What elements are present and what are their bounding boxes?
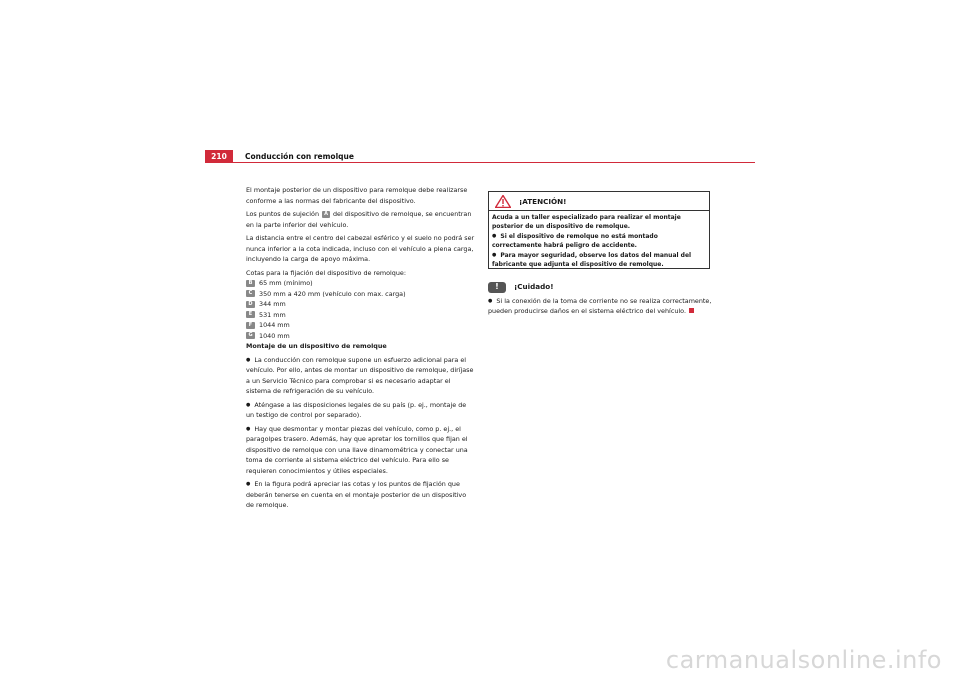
caution-section	[488, 280, 718, 316]
warning-triangle-icon	[495, 195, 511, 208]
warning-intro: Acuda a un taller especializado para realizar el montaje posterior de un dispositivo de remolque.	[492, 214, 681, 231]
dimension-value: 344 mm	[259, 300, 286, 308]
bullet-item: ● Hay que desmontar y montar piezas del vehículo, como p. ej., el paragolpes trasero. Además, hay que apretar los tornillos que fijan el dispositivo de remolque con una llave dinamométrica y conectar una toma de corriente al sistema eléctrico del vehículo. Para ello se requieren conocimientos y útiles especiales.	[246, 424, 476, 477]
dimension-value: 65 mm (mínimo)	[259, 279, 313, 287]
dimension-value: 1044 mm	[259, 321, 290, 329]
paragraph-intro: El montaje posterior de un dispositivo para remolque debe realizarse conforme a las normas del fabricante del dispositivo.	[246, 186, 468, 205]
left-column	[246, 185, 476, 514]
ref-badge-a: A	[324, 211, 328, 217]
mounting-text-post: del dispositivo de remolque, se encuentran en la parte inferior del vehículo.	[246, 210, 472, 229]
ref-badge: D	[246, 301, 255, 308]
warning-box	[488, 191, 710, 269]
bullet-item: ● En la figura podrá apreciar las cotas y los puntos de fijación que deberán tenerse en cuenta en el montaje posterior de un dispositivo de remolque.	[246, 479, 476, 511]
dimension-item	[246, 278, 476, 289]
dimension-value: 350 mm a 420 mm (vehículo con max. carga)	[259, 289, 406, 298]
watermark: carmanualsonline.info	[665, 646, 942, 674]
ref-badge: B	[246, 280, 255, 287]
dimension-item	[246, 289, 476, 300]
ref-badge: C	[246, 290, 255, 297]
warning-bullet: ● Si el dispositivo de remolque no está montado correctamente habrá peligro de accidente.	[492, 232, 706, 251]
ref-badge: F	[246, 322, 255, 329]
page-number: 210	[205, 150, 233, 163]
caution-text	[488, 296, 718, 316]
paragraph-distance: La distancia entre el centro del cabezal esférico y el suelo no podrá ser nunca inferior a la cota indicada, incluso con el vehículo a plena carga, incluyendo la carga de apoyo máxima.	[246, 234, 475, 263]
bullet-item: ● La conducción con remolque supone un esfuerzo adicional para el vehículo. Por ello, antes de montar un dispositivo de remolque, diríjase a un Servicio Técnico para comprobar si es necesario adaptar el sistema de refrigeración de su vehículo.	[246, 355, 476, 397]
warning-header	[489, 192, 709, 211]
ref-badge: E	[246, 311, 255, 318]
header-divider	[205, 162, 755, 163]
paragraph-mounting-points	[246, 209, 476, 230]
caution-title: ¡Cuidado!	[514, 282, 554, 291]
bullet-item: ● Aténgase a las disposiciones legales de su país (p. ej., montaje de un testigo de control por separado).	[246, 400, 476, 421]
section-subheading: Montaje de un dispositivo de remolque	[246, 342, 387, 350]
dimension-item	[246, 331, 476, 342]
paragraph-dimensions-intro: Cotas para la fijación del dispositivo de remolque:	[246, 268, 406, 277]
section-end-icon	[689, 308, 694, 313]
mounting-text-pre: Los puntos de sujeción	[246, 210, 320, 218]
dimension-item	[246, 299, 476, 310]
warning-bullet: ● Para mayor seguridad, observe los datos del manual del fabricante que adjunta el dispositivo de remolque.	[492, 251, 706, 270]
warning-body	[489, 211, 709, 271]
dimension-value: 1040 mm	[259, 331, 290, 340]
warning-title: ¡ATENCIÓN!	[519, 196, 567, 206]
caution-header	[488, 280, 718, 294]
ref-badge: G	[246, 332, 255, 339]
dimension-item	[246, 320, 476, 331]
caution-icon: !	[488, 282, 506, 293]
dimension-item	[246, 310, 476, 321]
dimension-list	[246, 278, 476, 341]
page-title: Conducción con remolque	[245, 152, 354, 161]
dimension-value: 531 mm	[259, 310, 286, 319]
caution-text-content: Si la conexión de la toma de corriente no se realiza correctamente, pueden producirse daños en el sistema eléctrico del vehículo.	[488, 297, 712, 315]
